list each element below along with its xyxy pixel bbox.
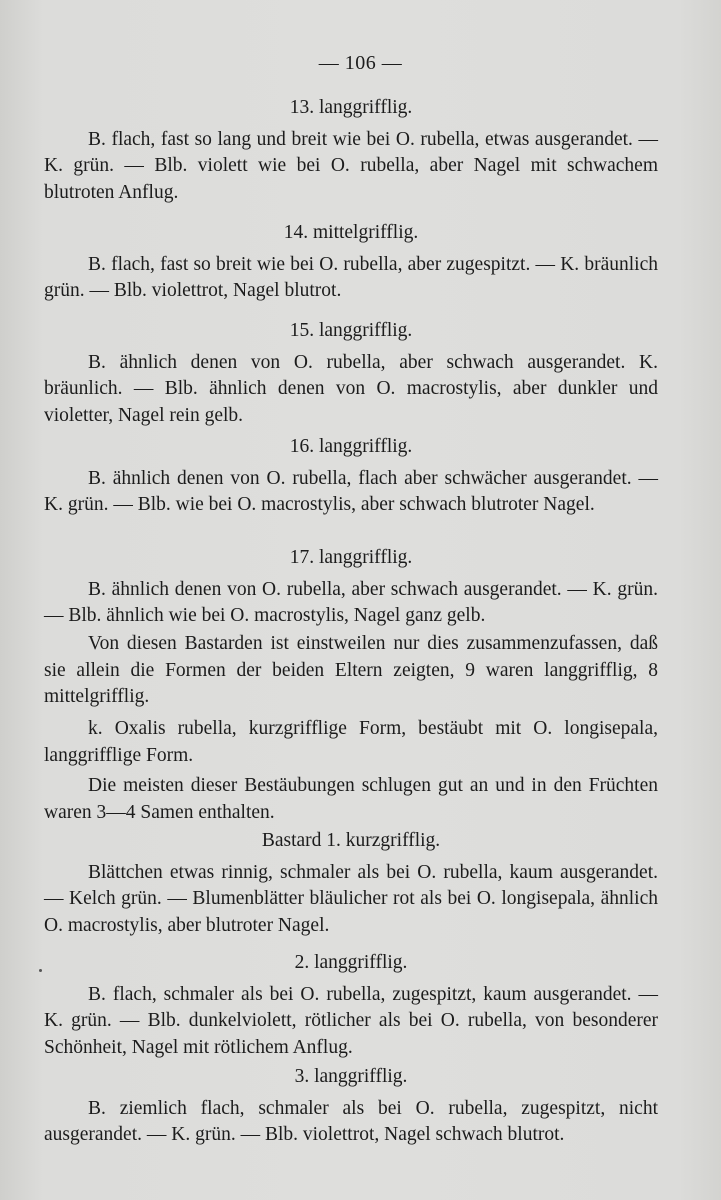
section-k-block	[44, 716, 658, 826]
summary-text: Von diesen Bastarden ist einstweilen nur dies zusammenzufassen, daß sie allein die Formen der beiden Eltern zeigten, 9 waren langgrifflig, 8 mittelgrifflig.	[44, 633, 658, 707]
section-k-result: Die meisten dieser Bestäubungen schlugen gut an und in den Früchten waren 3—4 Samen enthalten.	[44, 775, 658, 823]
entry-heading: 15. langgrifflig.	[289, 320, 413, 341]
bastard-heading: 3. langgrifflig.	[294, 1066, 408, 1087]
entry-14	[44, 220, 658, 305]
page-number: — 106 —	[318, 52, 403, 74]
entry-text: B. flach, fast so breit wie bei O. rubella, aber zugespitzt. — K. bräunlich grün. — Blb. violettrot, Nagel blutrot.	[44, 253, 658, 301]
summary-block	[44, 631, 658, 711]
bastard-heading: 2. langgrifflig.	[294, 952, 408, 973]
entry-17	[44, 545, 658, 630]
entry-text: B. ähnlich denen von O. rubella, flach aber schwächer ausgerandet. — K. grün. — Blb. wie bei O. macrostylis, aber schwach blutroter Nagel.	[44, 467, 658, 515]
section-k-text: k. Oxalis rubella, kurzgrifflige Form, bestäubt mit O. longisepala, langgrifflige Form.	[44, 718, 658, 766]
bastard-entry-1	[44, 828, 658, 939]
entry-13	[44, 95, 658, 206]
entry-heading: 13. langgrifflig.	[289, 97, 413, 118]
bastard-text: B. ziemlich flach, schmaler als bei O. rubella, zugespitzt, nicht ausgerandet. — K. grün. — Blb. violettrot, Nagel schwach blutrot.	[44, 1097, 658, 1145]
entry-heading: 16. langgrifflig.	[289, 436, 413, 457]
entry-text: B. flach, fast so lang und breit wie bei O. rubella, etwas ausgerandet. — K. grün. — Blb. violett wie bei O. rubella, aber Nagel mit schwachem blutroten Anflug.	[44, 128, 658, 203]
bastard-entry-2	[44, 950, 658, 1061]
entry-text: B. ähnlich denen von O. rubella, aber schwach ausgerandet. — K. grün. — Blb. ähnlich wie bei O. macrostylis, Nagel ganz gelb.	[44, 578, 658, 626]
bastard-text: Blättchen etwas rinnig, schmaler als bei O. rubella, kaum ausgerandet. — Kelch grün. — Blumenblätter bläulicher rot als bei O. longisepala, ähnlich O. macrostylis, aber blutroter Nagel.	[44, 861, 658, 936]
entry-heading: 14. mittelgrifflig.	[283, 222, 419, 243]
entry-text: B. ähnlich denen von O. rubella, aber schwach ausgerandet. K. bräunlich. — Blb. ähnlich denen von O. macrostylis, aber dunkler und violetter, Nagel rein gelb.	[44, 351, 658, 426]
bastard-heading: Bastard 1. kurzgrifflig.	[261, 830, 441, 851]
entry-15	[44, 318, 658, 429]
bastard-entry-3	[44, 1064, 658, 1149]
entry-heading: 17. langgrifflig.	[289, 547, 413, 568]
entry-16	[44, 434, 658, 519]
bastard-text: B. flach, schmaler als bei O. rubella, zugespitzt, kaum ausgerandet. — K. grün. — Blb. dunkelviolett, rötlicher als bei O. rubella, von besonderer Schönheit, Nagel mit rötlichem Anflug.	[44, 983, 658, 1058]
ink-speck	[39, 969, 42, 972]
